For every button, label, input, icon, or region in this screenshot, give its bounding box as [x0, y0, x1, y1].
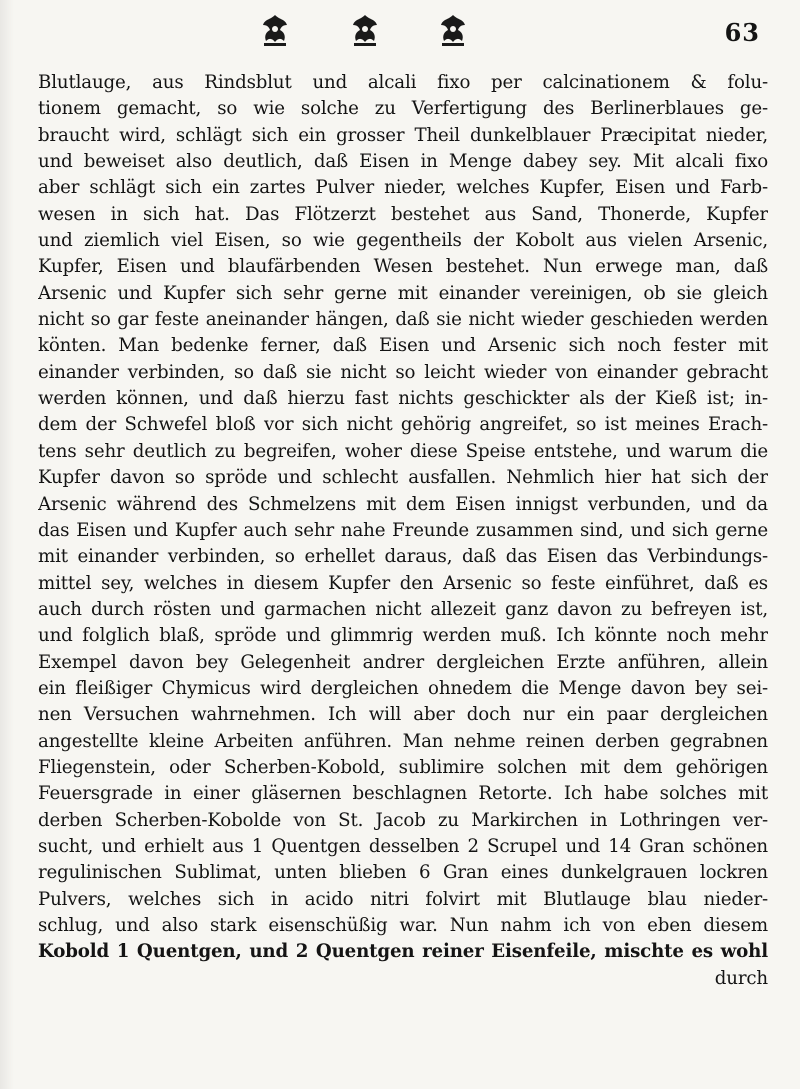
text-line: das Eisen und Kupfer auch sehr nahe Freunde zusammen sind, und sich gerne [38, 519, 768, 541]
page-header [0, 10, 800, 60]
text-line: ein fleißiger Chymicus wird dergleichen ohnedem die Menge davon bey sei- [38, 677, 768, 699]
text-line: und beweiset also deutlich, daß Eisen in Menge dabey sey. Mit alcali fixo [38, 151, 768, 173]
page-number: 63 [724, 18, 760, 47]
text-line: nicht so gar feste aneinander hängen, daß sie nicht wieder geschieden werden [38, 309, 768, 331]
text-line: aber schlägt sich ein zartes Pulver nieder, welches Kupfer, Eisen und Farb- [38, 177, 768, 199]
text-line: Pulvers, welches sich in acido nitri folvirt mit Blutlauge blau nieder- [38, 888, 768, 910]
text-line: Exempel davon bey Gelegenheit andrer dergleichen Erzte anführen, allein [38, 651, 768, 673]
text-line: einander verbinden, so daß sie nicht so leicht wieder von einander gebracht [38, 361, 768, 383]
text-line: Arsenic und Kupfer sich sehr gerne mit einander vereinigen, ob sie gleich [38, 282, 768, 304]
text-line: schlug, und also stark eisenschüßig war. Nun nahm ich von eben diesem [38, 915, 768, 936]
text-line: regulinischen Sublimat, unten blieben 6 Gran eines dunkelgrauen lockren [38, 862, 768, 884]
text-line: könten. Man bedenke ferner, daß Eisen und Arsenic sich noch fester mit [38, 335, 768, 357]
fleuron-icon [256, 12, 294, 48]
text-line: und folglich blaß, spröde und glimmrig werden muß. Ich könnte noch mehr [38, 625, 768, 647]
text-line: wesen in sich hat. Das Flötzerzt bestehet aus Sand, Thonerde, Kupfer [38, 203, 768, 225]
text-line: Arsenic während des Schmelzens mit dem Eisen innigst verbunden, und da [38, 493, 768, 515]
text-line: tens sehr deutlich zu begreifen, woher diese Speise entstehe, und warum die [38, 440, 768, 462]
text-line: Feuersgrade in einer gläsernen beschlagnen Retorte. Ich habe solches mit [38, 783, 768, 805]
text-line: mittel sey, welches in diesem Kupfer den Arsenic so feste einführet, daß es [38, 572, 768, 594]
text-line: nen Versuchen wahrnehmen. Ich will aber doch nur ein paar dergleichen [38, 704, 768, 726]
text-line: Kobold 1 Quentgen, und 2 Quentgen reiner Eisenfeile, mischte es wohl [38, 941, 768, 963]
text-line: sucht, und erhielt aus 1 Quentgen desselben 2 Scrupel und 14 Gran schönen [38, 835, 768, 857]
fleuron-icon [434, 12, 472, 48]
text-line: Blutlauge, aus Rindsblut und alcali fixo per calcinationem & folu- [38, 72, 768, 93]
text-line: werden können, und daß hierzu fast nichts geschickter als der Kieß ist; in- [38, 388, 768, 410]
text-line: tionem gemacht, so wie solche zu Verfertigung des Berlinerblaues ge- [38, 98, 768, 120]
text-line: auch durch rösten und garmachen nicht allezeit ganz davon zu befreyen ist, [38, 598, 768, 620]
text-line: und ziemlich viel Eisen, so wie gegentheils der Kobolt aus vielen Arsenic, [38, 230, 768, 252]
text-line: angestellte kleine Arbeiten anführen. Man nehme reinen derben gegrabnen [38, 730, 768, 752]
text-line: derben Scherben-Kobolde von St. Jacob zu Markirchen in Lothringen ver- [38, 809, 768, 831]
text-line: Kupfer, Eisen und blaufärbenden Wesen bestehet. Nun erwege man, daß [38, 256, 768, 278]
text-line: Fliegenstein, oder Scherben-Kobold, sublimire solchen mit dem gehörigen [38, 756, 768, 778]
page-gutter-shadow [0, 0, 14, 1089]
text-line: Kupfer davon so spröde und schlecht ausfallen. Nehmlich hier hat sich der [38, 467, 768, 489]
text-line: braucht wird, schlägt sich ein grosser Theil dunkelblauer Præcipitat nieder, [38, 124, 768, 146]
text-line: mit einander verbinden, so erhellet daraus, daß das Eisen das Verbindungs- [38, 546, 768, 568]
fleuron-icon [346, 12, 384, 48]
text-line: dem der Schwefel bloß vor sich nicht gehörig angreifet, so ist meines Erach- [38, 414, 768, 436]
body-text [38, 70, 768, 992]
catchword: durch [714, 967, 768, 989]
